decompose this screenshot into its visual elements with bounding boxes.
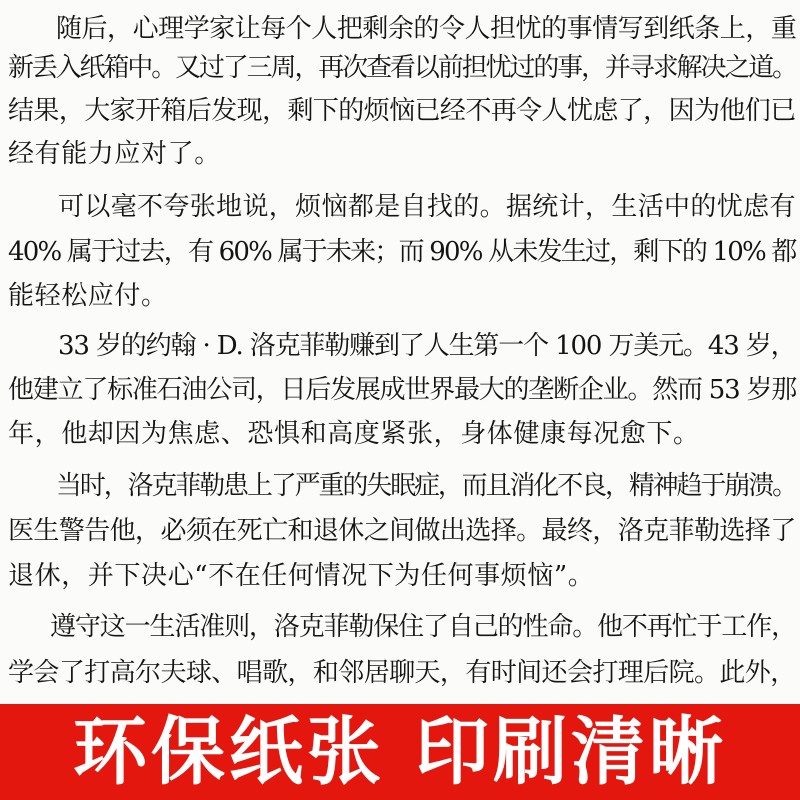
text-line: 新丢入纸箱中。又过了三周，再次查看以前担忧过的事，并寻求解决之道。 [8, 53, 797, 83]
text-line: 33 岁的约翰 · D. 洛克菲勒赚到了人生第一个 100 万美元。43 岁， [58, 331, 796, 361]
text-line: 经有能力应对了。 [8, 139, 221, 169]
text-line: 学会了打高尔夫球、唱歌，和邻居聊天，有时间还会打理后院。此外， [8, 658, 796, 688]
banner-clear-print-text: 印刷清晰 [415, 709, 727, 795]
text-line: 结果，大家开箱后发现，剩下的烦恼已经不再令人忧虑了，因为他们已 [8, 96, 796, 126]
text-line: 退休，并下决心“不在任何情况下为任何事烦恼”。 [8, 561, 595, 591]
text-line: 可以毫不夸张地说，烦恼都是自找的。据统计，生活中的忧虑有 [58, 192, 796, 222]
text-line: 医生警告他，必须在死亡和退休之间做出选择。最终，洛克菲勒选择了 [8, 516, 796, 546]
text-line: 当时，洛克菲勒患上了严重的失眠症，而且消化不良，精神趋于崩溃。 [56, 471, 797, 501]
text-line: 能轻松应付。 [8, 281, 168, 311]
banner-eco-paper-text: 环保纸张 [73, 709, 385, 795]
text-line: 遵守这一生活准则，洛克菲勒保住了自己的性命。他不再忙于工作， [50, 612, 797, 642]
text-line: 他建立了标准石油公司，日后发展成世界最大的垄断企业。然而 53 岁那 [8, 375, 797, 405]
text-line: 年，他却因为焦虑、恐惧和高度紧张，身体健康每况愈下。 [8, 419, 700, 449]
text-line: 40% 属于过去，有 60% 属于未来；而 90% 从未发生过，剩下的 10% 都 [8, 237, 796, 267]
text-line: 随后，心理学家让每个人把剩余的令人担忧的事情写到纸条上，重 [56, 14, 797, 44]
promo-banner [0, 704, 800, 800]
